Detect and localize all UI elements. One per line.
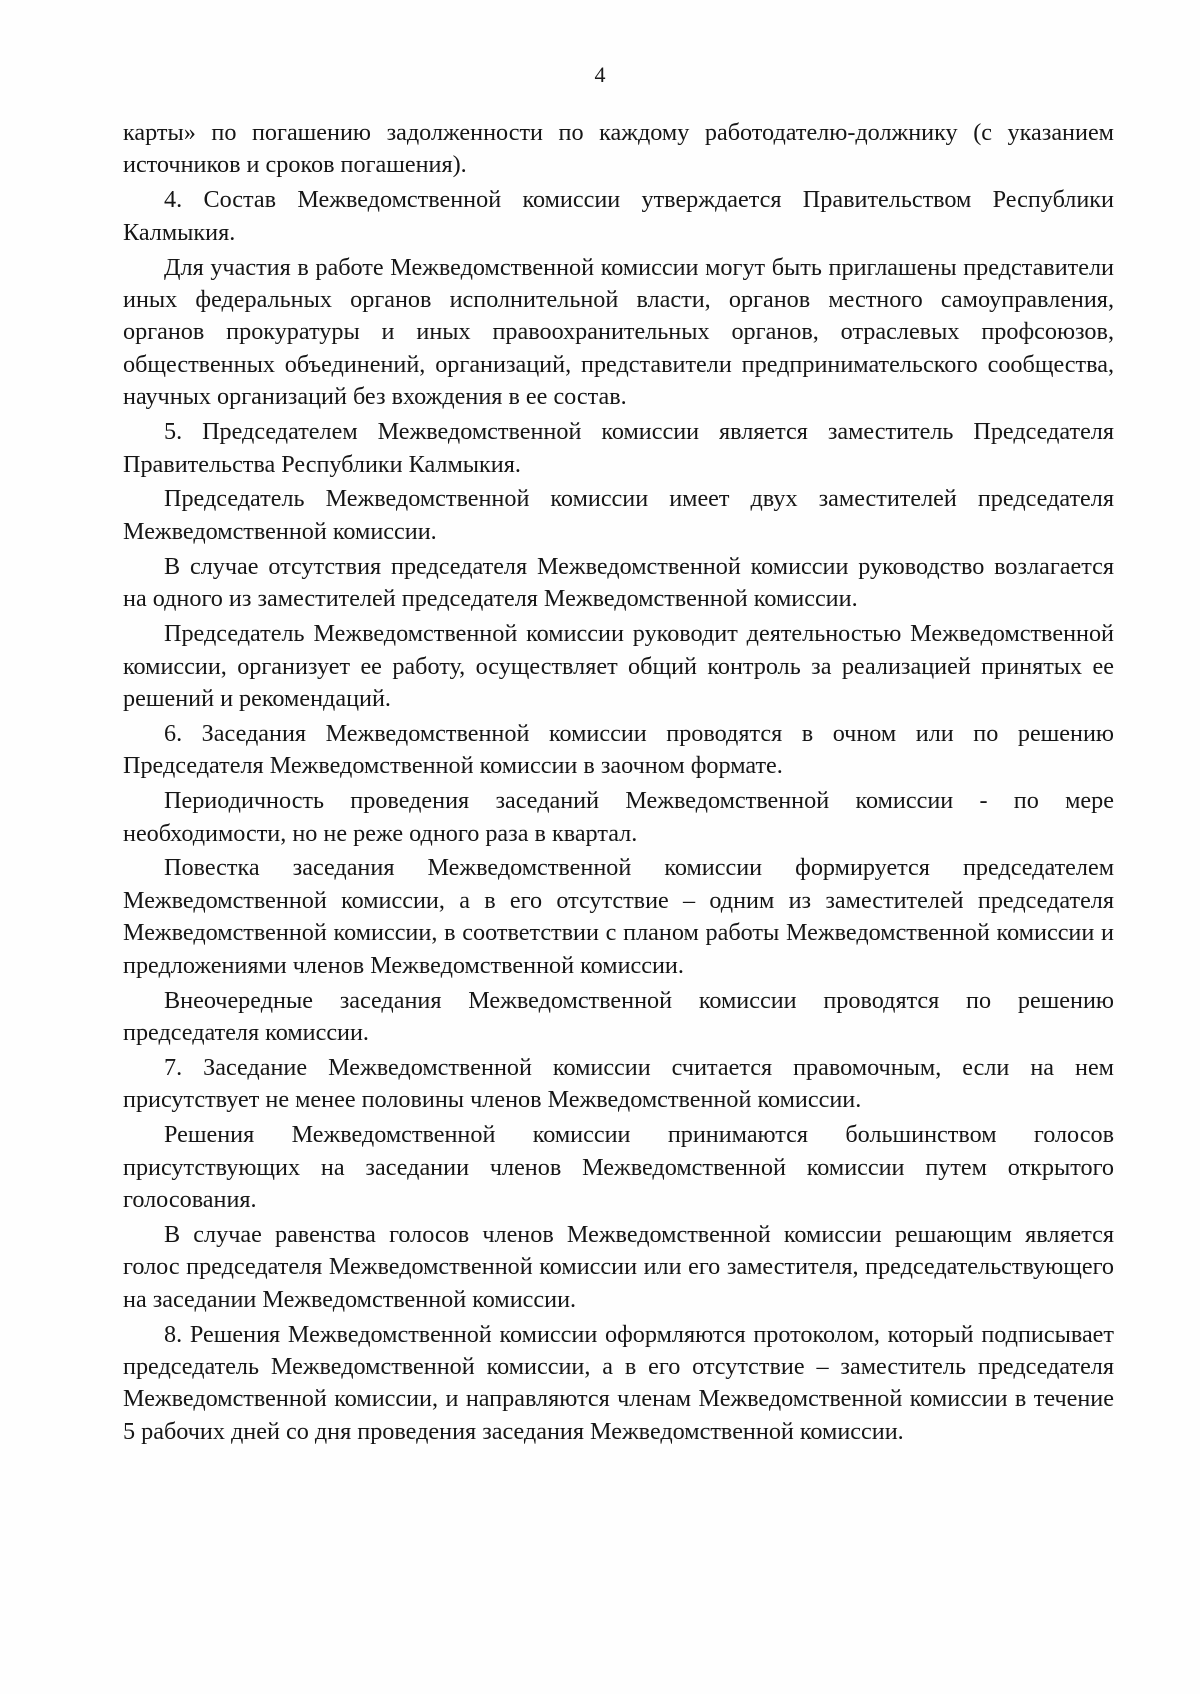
paragraph: Повестка заседания Межведомственной комиссии формируется председателем Межведомственной комиссии, а в его отсутствие – одним из заместителей председателя Межведомственной комиссии, в соответствии с планом работы Межведомственной комиссии и предложениями членов Межведомственной комиссии.	[123, 854, 1114, 979]
paragraph: 8. Решения Межведомственной комиссии оформляются протоколом, который подписывает председатель Межведомственной комиссии, а в его отсутствие – заместитель председателя Межведомственной комиссии, и направляются членам Межведомственной комиссии в течение 5 рабочих дней со дня проведения заседания Межведомственной комиссии.	[123, 1320, 1114, 1445]
page-number: 4	[594, 62, 606, 87]
paragraph: Председатель Межведомственной комиссии имеет двух заместителей председателя Межведомственной комиссии.	[123, 485, 1114, 545]
paragraph: 5. Председателем Межведомственной комиссии является заместитель Председателя Правительства Республики Калмыкия.	[123, 418, 1114, 478]
paragraph: Решения Межведомственной комиссии принимаются большинством голосов присутствующих на заседании членов Межведомственной комиссии путем открытого голосования.	[123, 1121, 1114, 1213]
paragraph: 6. Заседания Межведомственной комиссии проводятся в очном или по решению Председателя Межведомственной комиссии в заочном формате.	[123, 719, 1114, 780]
paragraph: В случае равенства голосов членов Межведомственной комиссии решающим является голос председателя Межведомственной комиссии или его заместителя, председательствующего на заседании Межведомственной комиссии.	[123, 1220, 1114, 1313]
paragraph: карты» по погашению задолженности по каждому работодателю-должнику (с указанием источников и сроков погашения).	[123, 119, 1114, 179]
paragraph: 4. Состав Межведомственной комиссии утверждается Правительством Республики Калмыкия.	[123, 186, 1114, 246]
paragraph: 7. Заседание Межведомственной комиссии считается правомочным, если на нем присутствует не менее половины членов Межведомственной комиссии.	[123, 1053, 1114, 1114]
paragraph: Внеочередные заседания Межведомственной комиссии проводятся по решению председателя комиссии.	[123, 986, 1114, 1046]
paragraph: В случае отсутствия председателя Межведомственной комиссии руководство возлагается на одного из заместителей председателя Межведомственной комиссии.	[123, 552, 1114, 613]
paragraph: Председатель Межведомственной комиссии руководит деятельностью Межведомственной комиссии, организует ее работу, осуществляет общий контроль за реализацией принятых ее решений и рекомендаций.	[123, 620, 1114, 712]
paragraph: Для участия в работе Межведомственной комиссии могут быть приглашены представители иных федеральных органов исполнительной власти, органов местного самоуправления, органов прокуратуры и иных правоохранительных органов, отраслевых профсоюзов, общественных объединений, организаций, представители предпринимательского сообщества, научных организаций без вхождения в ее состав.	[123, 253, 1114, 411]
paragraph: Периодичность проведения заседаний Межведомственной комиссии - по мере необходимости, но не реже одного раза в квартал.	[123, 787, 1114, 847]
document-body	[123, 117, 1114, 1451]
